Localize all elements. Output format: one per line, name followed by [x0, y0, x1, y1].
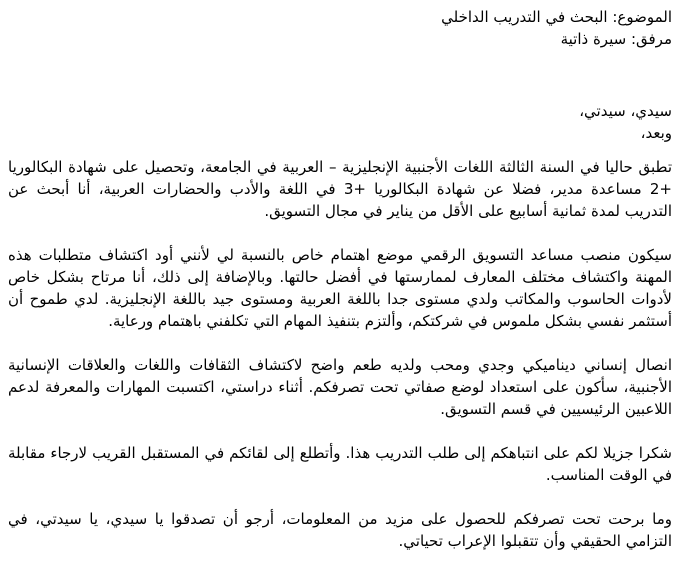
paragraph-personal-qualities: انصال إنساني ديناميكي وجدي ومحب ولديه طعم واضح لاكتشاف الثقافات واللغات والعلاقات الإنسانية الأجنبية، سأكون على استعداد لوضع صفاتي تحت تصرفكم. أثناء دراستي، اكتسبت المهارات والمعرفة لدعم اللاعبين الرئيسيين في قسم التسويق. [8, 356, 672, 418]
paragraph-closing-formula: وما برحت تحت تصرفكم للحصول على مزيد من المعلومات، أرجو أن تصدقوا يا سيدي، يا سيدتي، في التزامي الحقيقي وأن تتقبلوا الإعراب تحياتي. [8, 510, 672, 550]
salutation-block [8, 100, 672, 144]
paragraph-thanks-and-meeting: شكرا جزيلا لكم على انتباهكم إلى طلب التدريب هذا. وأتطلع إلى لقائكم في المستقبل القريب لارجاء مقابلة في الوقت المناسب. [8, 444, 672, 484]
paragraph-studies-and-request: تطبق حاليا في السنة الثالثة اللغات الأجنبية الإنجليزية – العربية في الجامعة، وتحصيل على شهادة البكالوريا +2 مساعدة مدير، فضلا عن شهادة البكالوريا +3 في اللغة والأدب والحضارات العربية، أنا أبحث عن التدريب لمدة ثمانية أسابيع على الأقل من يناير في مجال التسويق. [8, 158, 672, 220]
attachment-line: مرفق: سيرة ذاتية [560, 30, 672, 48]
letter-header [8, 6, 672, 50]
salutation-opening: وبعد، [640, 124, 672, 142]
paragraph-position-interest: سيكون منصب مساعد التسويق الرقمي موضع اهتمام خاص بالنسبة لي لأنني أود اكتشاف متطلبات هذه المهنة واكتشاف مختلف المعارف لممارستها في أفضل حالتها. وبالإضافة إلى ذلك، أنا مرتاح بشكل خاص لأدوات الحاسوب والمكاتب ولدي مستوى جدا باللغة العربية ومستوى جيد باللغة الإنجليزية. لدي طموح أن أستثمر نفسي بشكل ملموس في شركتكم، وألتزم بتنفيذ المهام التي تكلفني باهتمام ورعاية. [8, 246, 672, 330]
salutation-greeting: سيدي، سيدتي، [579, 102, 672, 120]
subject-line: الموضوع: البحث في التدريب الداخلي [441, 8, 672, 26]
